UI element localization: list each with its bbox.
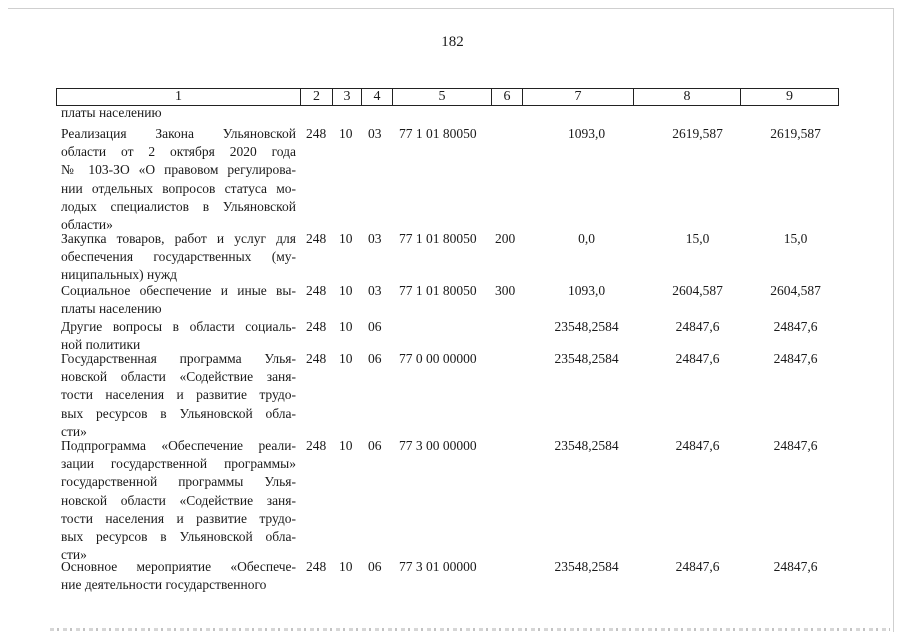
cell-c7: 23548,2584 bbox=[554, 351, 619, 366]
header-col-7: 7 bbox=[523, 89, 634, 105]
cell-c7: 23548,2584 bbox=[554, 559, 619, 574]
row-name bbox=[61, 558, 296, 594]
cell-c9: 24847,6 bbox=[773, 438, 818, 453]
row-name-line: новской области «Содействие заня- bbox=[61, 369, 296, 385]
cell-c3: 10 bbox=[339, 283, 353, 298]
cell-c5: 77 0 00 00000 bbox=[399, 351, 477, 366]
row-name-line: сти» bbox=[61, 547, 87, 563]
row-name-line: Другие вопросы в области социаль- bbox=[61, 319, 296, 334]
cell-c5: 77 3 01 00000 bbox=[399, 559, 477, 574]
cell-c3: 10 bbox=[339, 559, 353, 574]
cell-c9: 24847,6 bbox=[773, 559, 818, 574]
row-name-line: Государственная программа Улья- bbox=[61, 351, 296, 366]
row-name-line: № 103-ЗО «О правовом регулирова- bbox=[61, 162, 296, 178]
row-name-line: сти» bbox=[61, 423, 87, 439]
cell-c4: 06 bbox=[368, 438, 382, 453]
cell-c4: 03 bbox=[368, 283, 382, 298]
row-name-line: платы населению bbox=[61, 301, 162, 317]
cell-c7: 23548,2584 bbox=[554, 319, 619, 334]
cell-c4: 06 bbox=[368, 319, 382, 334]
cell-c9: 2619,587 bbox=[770, 126, 821, 141]
cell-c2: 248 bbox=[306, 319, 327, 334]
row-name-line: области» bbox=[61, 217, 113, 233]
row-name-line: вых ресурсов в Ульяновской обла- bbox=[61, 529, 296, 545]
row-name-line: ние деятельности государственного bbox=[61, 577, 267, 593]
row-name-line: ниципальных) нужд bbox=[61, 267, 178, 283]
cell-c4: 06 bbox=[368, 559, 382, 574]
cell-c7: 1093,0 bbox=[567, 283, 606, 298]
cell-c5: 77 1 01 80050 bbox=[399, 126, 477, 141]
header-col-6: 6 bbox=[492, 89, 523, 105]
row-name-line: тости населения и развитие трудо- bbox=[61, 387, 296, 403]
row-name-line: Закупка товаров, работ и услуг для bbox=[61, 231, 296, 246]
cell-c7: 1093,0 bbox=[567, 126, 606, 141]
cell-c2: 248 bbox=[306, 438, 327, 453]
cell-c8: 24847,6 bbox=[675, 319, 720, 334]
row-name-line: тости населения и развитие трудо- bbox=[61, 510, 296, 526]
row-name-line: Социальное обеспечение и иные вы- bbox=[61, 283, 296, 298]
cell-c2: 248 bbox=[306, 231, 327, 246]
cell-c2: 248 bbox=[306, 283, 327, 298]
cell-c5: 77 3 00 00000 bbox=[399, 438, 477, 453]
page-number: 182 bbox=[441, 34, 464, 50]
cell-c4: 03 bbox=[368, 126, 382, 141]
row-name bbox=[61, 437, 296, 564]
row-name-line: лодых специалистов в Ульяновской bbox=[61, 198, 296, 214]
header-col-2: 2 bbox=[301, 89, 333, 105]
cell-c9: 15,0 bbox=[783, 231, 808, 246]
row-name-line: вых ресурсов в Ульяновской обла- bbox=[61, 405, 296, 421]
cell-c5: 77 1 01 80050 bbox=[399, 231, 477, 246]
header-col-5: 5 bbox=[393, 89, 492, 105]
cell-c4: 06 bbox=[368, 351, 382, 366]
cell-c5: 77 1 01 80050 bbox=[399, 283, 477, 298]
header-col-1: 1 bbox=[57, 89, 301, 105]
cell-c3: 10 bbox=[339, 438, 353, 453]
row-name bbox=[61, 125, 296, 234]
row-name-line: обеспечения государственных (му- bbox=[61, 249, 296, 265]
header-col-8: 8 bbox=[634, 89, 741, 105]
row-name-line: ной политики bbox=[61, 337, 141, 353]
row-name-line: нии отдельных вопросов статуса мо- bbox=[61, 180, 296, 196]
header-col-4: 4 bbox=[362, 89, 393, 105]
cell-c2: 248 bbox=[306, 351, 327, 366]
row-name bbox=[61, 318, 296, 354]
cell-c7: 0,0 bbox=[578, 231, 595, 246]
header-col-9: 9 bbox=[786, 89, 793, 104]
row-name-line: новской области «Содействие заня- bbox=[61, 492, 296, 508]
cell-c4: 03 bbox=[368, 231, 382, 246]
header-col-3: 3 bbox=[333, 89, 362, 105]
cell-c6: 200 bbox=[495, 231, 516, 246]
row-name-line: зации государственной программы» bbox=[61, 456, 296, 472]
row-name bbox=[61, 282, 296, 318]
cell-c8: 2604,587 bbox=[672, 283, 723, 298]
cell-c7: 23548,2584 bbox=[554, 438, 619, 453]
cell-c2: 248 bbox=[306, 126, 327, 141]
cell-c8: 15,0 bbox=[685, 231, 710, 246]
cell-c3: 10 bbox=[339, 351, 353, 366]
cell-c8: 24847,6 bbox=[675, 559, 720, 574]
cell-c3: 10 bbox=[339, 126, 353, 141]
row-name bbox=[61, 350, 296, 441]
cell-c9: 2604,587 bbox=[770, 283, 821, 298]
row-name-line: Основное мероприятие «Обеспече- bbox=[61, 559, 296, 574]
carryover-text: платы населению bbox=[61, 105, 162, 120]
cell-c9: 24847,6 bbox=[773, 319, 818, 334]
cell-c8: 24847,6 bbox=[675, 438, 720, 453]
scan-artifact bbox=[50, 628, 890, 631]
row-name-line: области от 2 октября 2020 года bbox=[61, 144, 296, 160]
row-name-line: Подпрограмма «Обеспечение реали- bbox=[61, 438, 296, 453]
row-name-line: государственной программы Улья- bbox=[61, 474, 296, 490]
cell-c8: 24847,6 bbox=[675, 351, 720, 366]
cell-c9: 24847,6 bbox=[773, 351, 818, 366]
cell-c3: 10 bbox=[339, 231, 353, 246]
cell-c6: 300 bbox=[495, 283, 516, 298]
row-name-line: Реализация Закона Ульяновской bbox=[61, 126, 296, 141]
cell-c2: 248 bbox=[306, 559, 327, 574]
row-name bbox=[61, 230, 296, 285]
cell-c8: 2619,587 bbox=[672, 126, 723, 141]
cell-c3: 10 bbox=[339, 319, 353, 334]
